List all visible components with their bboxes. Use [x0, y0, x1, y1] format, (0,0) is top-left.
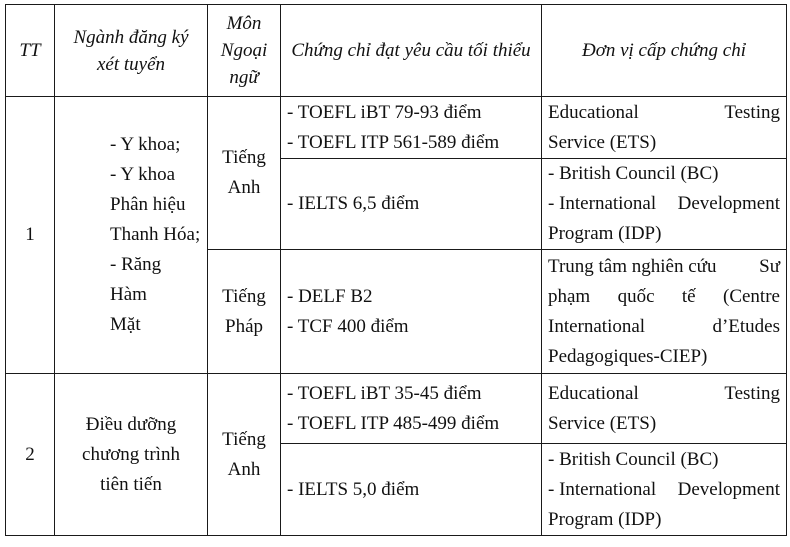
certificate-cell — [281, 444, 542, 536]
major-line: - Răng Hàm — [110, 254, 162, 305]
header-row — [6, 5, 787, 97]
issuer-line: Educational Testing — [548, 382, 780, 404]
certificate-cell — [281, 97, 542, 159]
header-certificate: Chứng chỉ đạt yêu cầu tối thiểu — [281, 5, 542, 97]
certificate-line: - DELF B2 — [287, 285, 373, 307]
certificate-cell — [281, 159, 542, 250]
certificate-line: - IELTS 6,5 điểm — [287, 193, 420, 214]
issuer-line: Pedagogiques-CIEP) — [548, 345, 708, 367]
issuer-line: Program (IDP) — [548, 508, 662, 530]
issuer-line: phạm quốc tế (Centre — [548, 285, 780, 307]
certificate-cell — [281, 250, 542, 374]
issuer-cell — [542, 159, 787, 250]
header-language: Môn Ngoại ngữ — [208, 5, 281, 97]
table-row — [6, 97, 787, 159]
issuer-cell — [542, 444, 787, 536]
certificate-line: - TOEFL iBT 79-93 điểm — [287, 101, 482, 123]
certificate-line: - TOEFL iBT 35-45 điểm — [287, 382, 482, 404]
row-1-language-english — [208, 97, 281, 250]
row-1-language-french — [208, 250, 281, 374]
language-line: Pháp — [225, 315, 263, 337]
row-1-majors — [55, 97, 208, 374]
issuer-line: - British Council (BC) — [548, 448, 719, 470]
issuer-line: Trung tâm nghiên cứu Sư — [548, 255, 780, 277]
row-1-tt: 1 — [6, 97, 55, 374]
language-line: Tiếng — [222, 428, 266, 450]
issuer-line: Educational Testing — [548, 101, 780, 123]
major-line: Mặt — [110, 314, 141, 335]
major-line: - Y khoa — [110, 164, 176, 185]
major-line: chương trình — [82, 443, 180, 465]
header-issuer: Đơn vị cấp chứng chỉ — [542, 5, 787, 97]
issuer-cell — [542, 97, 787, 159]
language-line: Tiếng — [222, 285, 266, 307]
issuer-line: Program (IDP) — [548, 223, 662, 244]
language-line: Anh — [227, 177, 261, 198]
certificate-line: - TOEFL ITP 561-589 điểm — [287, 131, 500, 153]
row-2-tt: 2 — [6, 374, 55, 536]
certificate-cell — [281, 374, 542, 444]
major-line: tiên tiến — [100, 473, 162, 495]
table-row — [6, 374, 787, 444]
issuer-line: - British Council (BC) — [548, 163, 719, 184]
header-tt: TT — [6, 5, 55, 97]
header-major: Ngành đăng ký xét tuyển — [55, 5, 208, 97]
row-2-majors — [55, 374, 208, 536]
major-line: Phân hiệu — [110, 194, 186, 215]
certificate-line: - IELTS 5,0 điểm — [287, 478, 420, 500]
certificate-line: - TOEFL ITP 485-499 điểm — [287, 412, 500, 434]
certificate-line: - TCF 400 điểm — [287, 315, 409, 337]
issuer-line: - International Development — [548, 193, 780, 214]
issuer-line: International d’Etudes — [548, 315, 780, 337]
major-line: Điều dưỡng — [85, 413, 177, 435]
major-line: Thanh Hóa; — [110, 224, 201, 245]
issuer-cell — [542, 250, 787, 374]
major-line: - Y khoa; — [110, 134, 181, 155]
issuer-line: Service (ETS) — [548, 412, 657, 434]
language-line: Anh — [227, 458, 261, 480]
issuer-line: Service (ETS) — [548, 131, 657, 153]
language-line: Tiếng — [222, 147, 266, 168]
issuer-line: - International Development — [548, 478, 780, 500]
row-2-language-english — [208, 374, 281, 536]
certificate-requirements-table — [5, 4, 787, 536]
issuer-cell — [542, 374, 787, 444]
